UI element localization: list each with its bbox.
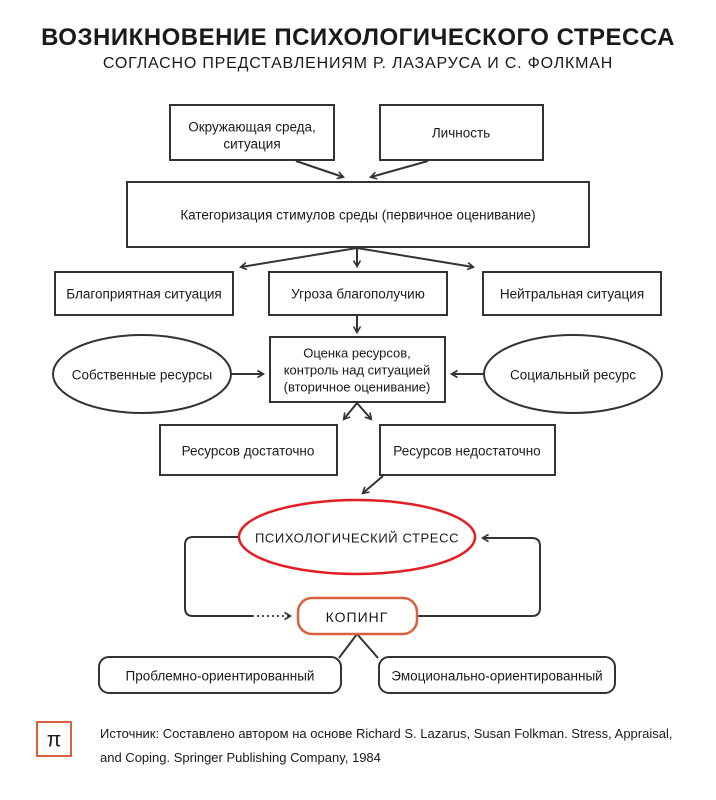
environment-label-line1: Окружающая среда, xyxy=(188,119,316,135)
categorization-label: Категоризация стимулов среды (первичное оценивание) xyxy=(180,207,536,223)
arrow-evaluation-to-enough xyxy=(344,403,357,419)
evaluation-label-line3: (вторичное оценивание) xyxy=(283,379,431,395)
own-resources-label: Собственные ресурсы xyxy=(71,367,213,383)
arrow-categorization-to-favorable xyxy=(241,248,357,267)
neutral-label: Нейтральная ситуация xyxy=(499,286,645,302)
page-title: ВОЗНИКНОВЕНИЕ ПСИХОЛОГИЧЕСКОГО СТРЕССА xyxy=(41,24,675,51)
emotion-oriented-label: Эмоционально-ориентированный xyxy=(391,668,603,684)
favorable-label: Благоприятная ситуация xyxy=(66,286,222,302)
coping-label: КОПИНГ xyxy=(325,609,389,625)
arrow-personality-to-categorization xyxy=(371,161,428,177)
enough-resources-label: Ресурсов достаточно xyxy=(181,443,315,459)
line-coping-to-problem-oriented xyxy=(339,634,357,658)
personality-label: Личность xyxy=(431,125,491,141)
loop-stress-to-coping-line xyxy=(185,537,252,616)
page-subtitle: СОГЛАСНО ПРЕДСТАВЛЕНИЯМ Р. ЛАЗАРУСА И С. ФОЛКМАН xyxy=(102,55,614,72)
social-resource-label: Социальный ресурс xyxy=(509,367,637,383)
stress-label: ПСИХОЛОГИЧЕСКИЙ СТРЕСС xyxy=(254,530,460,546)
pi-logo-icon: π xyxy=(46,728,62,752)
arrow-categorization-to-neutral xyxy=(357,248,473,267)
problem-oriented-label: Проблемно-ориентированный xyxy=(125,668,315,684)
threat-label: Угроза благополучию xyxy=(291,286,425,302)
evaluation-label-line2: контроль над ситуацией xyxy=(283,362,431,378)
not-enough-resources-label: Ресурсов недостаточно xyxy=(393,443,541,459)
line-coping-to-emotion-oriented xyxy=(357,634,378,658)
arrow-not-enough-to-stress xyxy=(363,476,383,493)
arrow-environment-to-categorization xyxy=(296,161,343,177)
environment-label-line2: ситуация xyxy=(223,136,281,152)
source-text-line1: Источник: Составлено автором на основе Richard S. Lazarus, Susan Folkman. Stress, Appraisal, xyxy=(100,726,673,741)
arrow-evaluation-to-not-enough xyxy=(357,403,371,419)
evaluation-label-line1: Оценка ресурсов, xyxy=(303,345,411,361)
source-text-line2: and Coping. Springer Publishing Company, 1984 xyxy=(100,750,381,765)
